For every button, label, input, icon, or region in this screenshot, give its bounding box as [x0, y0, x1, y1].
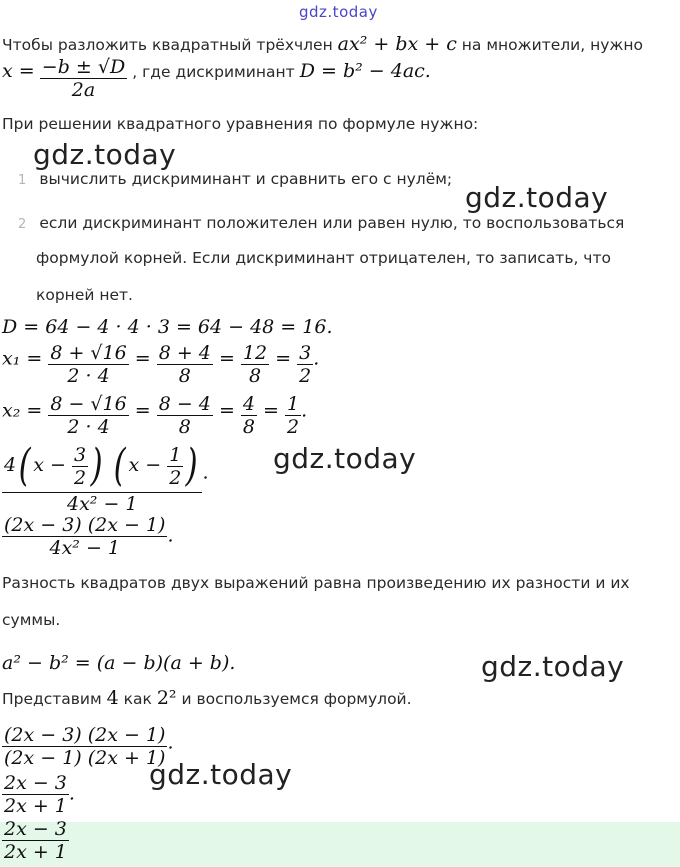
x2-frac4 — [285, 393, 301, 438]
den: 8 — [157, 364, 213, 377]
num: 12 — [242, 342, 268, 364]
step-number: 1 — [18, 173, 27, 188]
step-1 — [18, 169, 452, 188]
discriminant-calc: D = 64 − 4 · 4 · 3 = 64 − 48 = 16. — [2, 316, 333, 338]
factored-num — [2, 438, 202, 492]
represent-line — [2, 689, 412, 708]
diff-squares-line1: Разность квадратов двух выражений равна произведению их разности и их — [2, 574, 630, 592]
final-num: (2x − 3) (2x − 1) — [4, 724, 166, 746]
num: 3 — [74, 443, 87, 466]
x1-frac3 — [241, 342, 269, 387]
small-frac-b — [167, 444, 183, 489]
roots-formula-line — [2, 56, 431, 101]
den: 8 — [242, 416, 255, 438]
x1-frac4 — [297, 342, 313, 387]
reduced-frac — [2, 772, 69, 817]
step-text: вычислить дискриминант и сравнить его с нулём; — [39, 170, 453, 188]
den: 2 — [299, 365, 312, 387]
reduced-expression: $\frac{2x - 3}{2x + 1}$ . — [4, 772, 75, 817]
watermark-4: gdz.today — [481, 650, 625, 683]
step-text-line1: если дискриминант положителен или равен нулю, то воспользоваться — [39, 214, 625, 232]
represent-as: как — [123, 690, 152, 708]
watermark-5: gdz.today — [149, 758, 293, 791]
roots-fraction — [40, 56, 127, 101]
lparen2: ( — [113, 440, 126, 491]
watermark-1: gdz.today — [33, 138, 177, 171]
simplified-num: (2x − 3) (2x − 1) — [4, 514, 166, 536]
x2-frac1 — [48, 393, 128, 438]
solve-intro: При решении квадратного уравнения по формуле нужно: — [2, 115, 479, 133]
factored-den: 4x² − 1 — [2, 492, 202, 509]
reduced-num: 2x − 3 — [4, 772, 67, 794]
step-text-line2: формулой корней. Если дискриминант отрицателен, то записать, что — [36, 249, 611, 267]
watermark-3: gdz.today — [273, 442, 417, 475]
coef: 4 — [4, 454, 17, 476]
intro-line — [2, 35, 643, 54]
header-watermark: gdz.today — [299, 3, 378, 21]
x-minus-2: x − — [128, 454, 162, 476]
diff-squares-line2: суммы. — [2, 611, 61, 629]
x2-line: x₂ = $\frac{8 - √16}{2 \cdot 4}$ = $\frac{8 - 4}{8}$ = $\frac{4}{8}$ = $\frac{1}{2}$ . — [2, 393, 308, 438]
num: 8 + 4 — [158, 342, 211, 364]
den: 8 — [241, 364, 269, 377]
x2-frac3 — [241, 393, 257, 438]
intro-text: Чтобы разложить квадратный трёхчлен — [2, 36, 333, 54]
den: 2 — [74, 466, 87, 489]
den: 8 — [157, 415, 213, 430]
x1-frac1 — [48, 342, 128, 387]
lparen: ( — [18, 440, 31, 491]
answer-num: 2x − 3 — [4, 818, 67, 840]
answer-expression — [2, 818, 69, 863]
x1-frac2 — [157, 342, 213, 387]
rparen2: ) — [185, 440, 198, 491]
x2-frac2 — [157, 393, 213, 438]
four: 4 — [106, 687, 119, 709]
two-squared: 2² — [156, 687, 177, 709]
den: 2 — [169, 466, 182, 489]
num: 1 — [169, 443, 182, 466]
simplified-expression: $\frac{(2x - 3) (2x - 1)}{\text{4x² − 1}}$ . — [4, 514, 174, 559]
roots-num: −b ± √D — [41, 56, 126, 78]
final-frac — [2, 724, 167, 769]
answer-den: 2x + 1 — [4, 841, 67, 863]
simplified-den: 4x² − 1 — [2, 536, 167, 559]
trinomial: ax² + bx + c — [337, 33, 457, 55]
den: 2 — [287, 416, 300, 438]
diff-squares-formula: a² − b² = (a − b)(a + b). — [2, 652, 236, 674]
num: 8 + √16 — [50, 342, 127, 364]
final-expression: $\frac{(2x - 3) (2x - 1)}{(2x - 1) (2x + 1)}$ . — [4, 724, 174, 769]
answer-frac — [2, 818, 69, 863]
den: 2 · 4 — [48, 364, 128, 377]
final-den: (2x − 1) (2x + 1) — [4, 747, 166, 769]
den: 2 · 4 — [48, 415, 128, 430]
reduced-den: 2x + 1 — [4, 795, 67, 817]
num: 8 − 4 — [158, 393, 211, 415]
answer-panel — [0, 822, 680, 867]
represent-post: и воспользуемся формулой. — [181, 690, 412, 708]
x1-lhs: x₁ = — [2, 347, 43, 370]
num: 4 — [242, 393, 255, 415]
factored-expression: 4( x − $\frac{3}{2}$ ) ( x − $\frac{1}{2}$ ) 4x² − 1 . — [4, 440, 209, 515]
step-number: 2 — [18, 217, 27, 232]
where-text: , где дискриминант — [132, 63, 295, 81]
intro-text-end: на множители, нужно — [461, 36, 643, 54]
num: 8 − √16 — [50, 393, 127, 415]
x2-lhs: x₂ = — [2, 399, 43, 422]
num: 1 — [287, 393, 300, 415]
factored-frac — [2, 438, 202, 515]
simplified-frac — [2, 514, 167, 559]
roots-den: 2a — [40, 78, 127, 89]
step-2 — [18, 213, 624, 232]
x1-line: x₁ = $\frac{8 + √16}{2 \cdot 4}$ = $\frac{8 + 4}{8}$ = $\frac{12}{8}$ = $\frac{3}{2}$ . — [2, 342, 320, 387]
disc-formula: D = b² − 4ac. — [299, 60, 431, 82]
x-minus-1: x − — [33, 454, 66, 476]
num: 3 — [299, 342, 312, 364]
small-frac-a — [72, 444, 88, 489]
watermark-2: gdz.today — [465, 181, 609, 214]
rparen: ) — [90, 440, 103, 491]
step-text-line3: корней нет. — [36, 286, 133, 304]
x-eq: x = — [2, 60, 35, 82]
represent-pre: Представим — [2, 690, 102, 708]
